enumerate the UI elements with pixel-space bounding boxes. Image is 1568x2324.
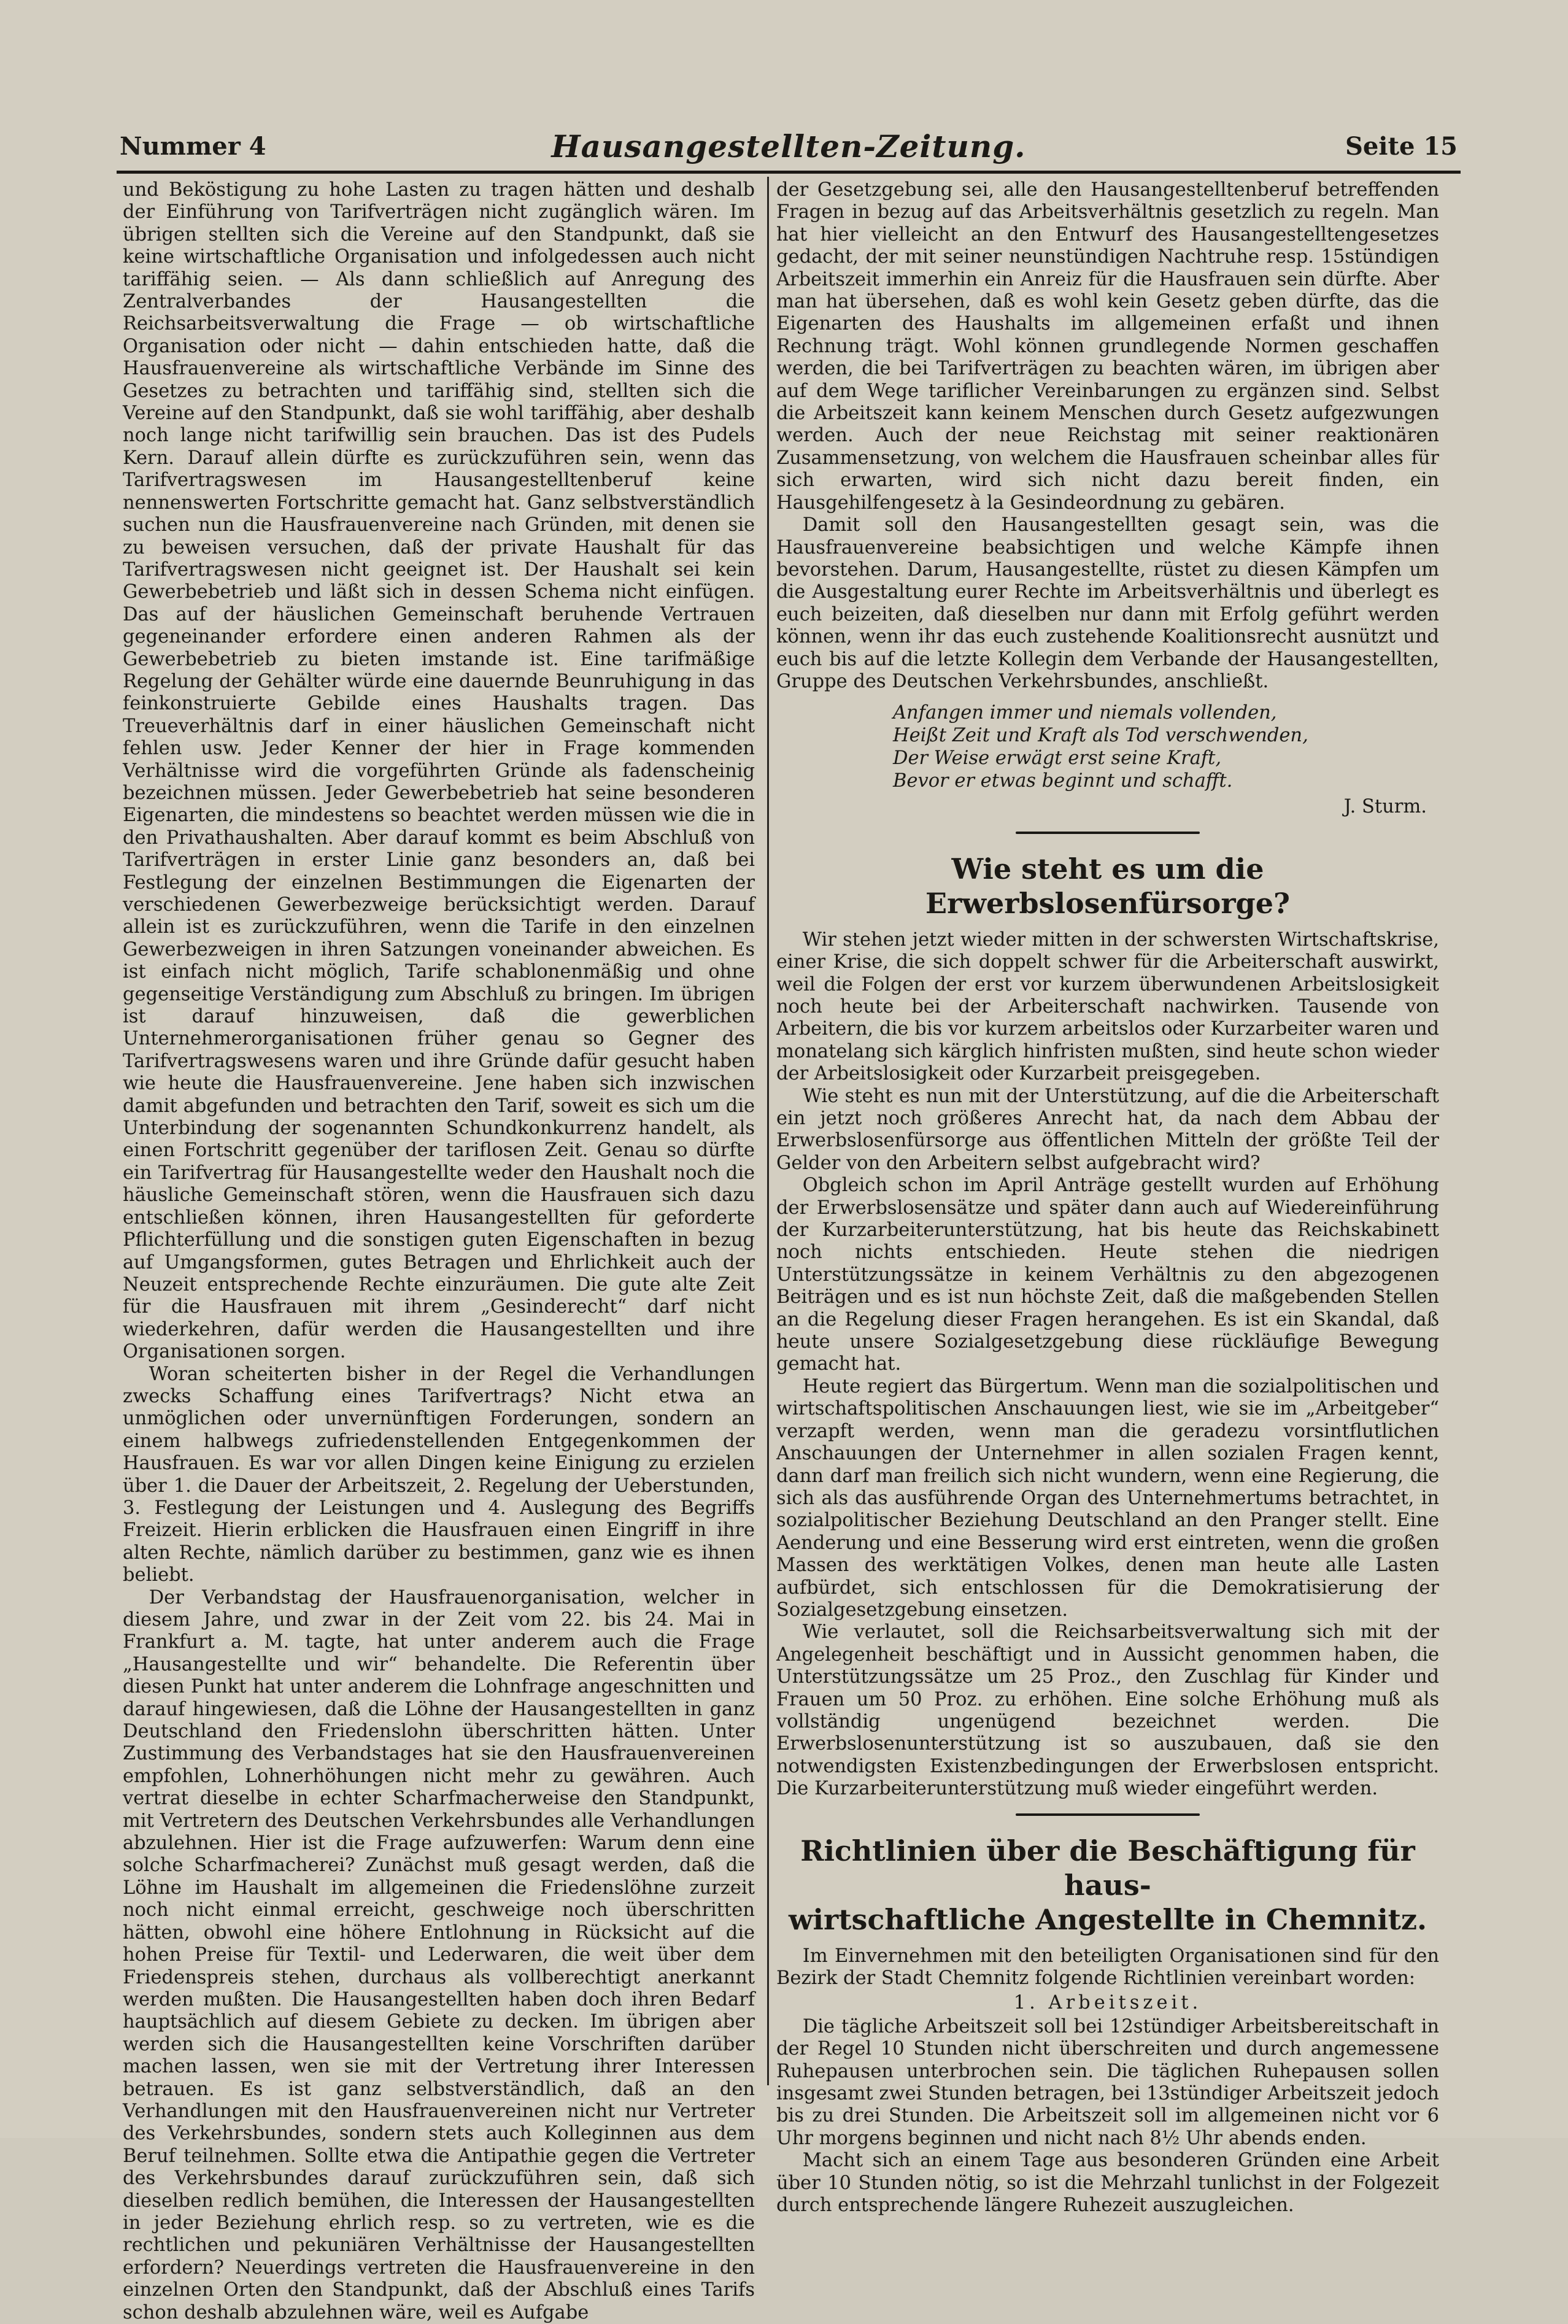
poem-line: Heißt Zeit und Kraft als Tod verschwenden,: [893, 725, 1308, 747]
article-paragraph: Wie verlautet, soll die Reichsarbeitsverwaltung sich mit der Angelegenheit beschäftigt und in Aussicht genommen haben, die Unterstützungssätze um 25 Proz., den Zuschlag für Kinder und Frauen um 50 Proz. zu erhöhen. Eine solche Erhöhung muß als vollständig ungenügend bezeichnet werden. Die Erwerbslosenunterstützung ist so auszubauen, daß sie den notwendigsten Existenzbedingungen der Erwerbslosen entspricht. Die Kurzarbeiterunterstützung muß wieder eingeführt werden.: [776, 1621, 1439, 1800]
article-paragraph: Obgleich schon im April Anträge gestellt wurden auf Erhöhung der Erwerbslosensätze und später dann auch auf Wiedereinführung der Kurzarbeiterunterstützung, hat bis heute das Reichskabinett noch nichts entschieden. Heute stehen die niedrigen Unterstützungssätze in keinem Verhältnis zu den abgezogenen Beiträgen und es ist nun höchste Zeit, daß die maßgebenden Stellen an die Regelung dieser Fragen herangehen. Es ist ein Skandal, daß heute unsere Sozialgesetzgebung diese rückläufige Bewegung gemacht hat.: [776, 1175, 1439, 1375]
article-heading: [776, 1834, 1439, 1937]
right-column: [776, 179, 1439, 2217]
left-column: [123, 179, 755, 2323]
article-paragraph: Wir stehen jetzt wieder mitten in der schwersten Wirtschaftskrise, einer Krise, die sich doppelt schwer für die Arbeiterschaft auswirkt, weil die Folgen der erst vor kurzem überwundenen Arbeitslosigkeit noch heute bei der Arbeiterschaft nachwirken. Tausende von Arbeitern, die bis vor kurzem arbeitslos oder Kurzarbeiter waren und monatelang sich kärglich hinfristen mußten, sind heute schon wieder der Arbeitslosigkeit oder Kurzarbeit preisgegeben.: [776, 928, 1439, 1085]
article-paragraph: Macht sich an einem Tage aus besonderen Gründen eine Arbeit über 10 Stunden nötig, so ist die Mehrzahl tunlichst in der Folgezeit durch entsprechende längere Ruhezeit auszugleichen.: [776, 2150, 1439, 2217]
article-intro: Im Einvernehmen mit den beteiligten Organisationen sind für den Bezirk der Stadt Chemnitz folgende Richtlinien vereinbart worden:: [776, 1945, 1439, 1989]
heading-line: wirtschaftliche Angestellte in Chemnitz.: [788, 1902, 1427, 1936]
left-paragraph: Woran scheiterten bisher in der Regel die Verhandlungen zwecks Schaffung eines Tarifvertrags? Nicht etwa an unmöglichen oder unvernünftigen Forderungen, sondern an einem halbwegs zufriedenstellenden Entgegenkommen der Hausfrauen. Es war vor allen Dingen keine Einigung zu erzielen über 1. die Dauer der Arbeitszeit, 2. Regelung der Ueberstunden, 3. Festlegung der Leistungen und 4. Auslegung des Begriffs Freizeit. Hierin erblicken die Hausfrauen einen Eingriff in ihre alten Rechte, nämlich darüber zu bestimmen, ganz wie es ihnen beliebt.: [123, 1363, 755, 1586]
poem: [893, 701, 1439, 792]
poem-line: Anfangen immer und niemals vollenden,: [893, 702, 1277, 724]
article-paragraph: Die tägliche Arbeitszeit soll bei 12stündiger Arbeitsbereitschaft in der Regel 10 Stunden nicht überschreiten und durch angemessene Ruhepausen unterbrochen sein. Die täglichen Ruhepausen sollen insgesamt zwei Stunden betragen, bei 13stündiger Arbeitszeit jedoch bis zu drei Stunden. Die Arbeitszeit soll im allgemeinen nicht vor 6 Uhr morgens beginnen und nicht nach 8½ Uhr abends enden.: [776, 2015, 1439, 2149]
issue-number: Nummer 4: [120, 132, 266, 161]
page-number: Seite 15: [1345, 132, 1458, 161]
page-header: [120, 128, 1458, 175]
heading-line: Richtlinien über die Beschäftigung für haus-: [800, 1834, 1415, 1902]
section-heading: 1. Arbeitszeit.: [1013, 1992, 1202, 2014]
author-signature: J. Sturm.: [1343, 796, 1427, 818]
newspaper-title: Hausangestellten-Zeitung.: [551, 128, 1026, 164]
article-heading: Wie steht es um die Erwerbslosenfürsorge?: [925, 852, 1290, 920]
article-paragraph: Wie steht es nun mit der Unterstützung, auf die die Arbeiterschaft ein jetzt noch größeres Anrecht hat, da nach dem Abbau der Erwerbslosenfürsorge aus öffentlichen Mitteln der größte Teil der Gelder von den Arbeitern selbst aufgebracht wird?: [776, 1085, 1439, 1174]
ornament-divider: [1016, 827, 1200, 838]
poem-line: Bevor er etwas beginnt und schafft.: [893, 770, 1233, 792]
right-paragraph: der Gesetzgebung sei, alle den Hausangestelltenberuf betreffenden Fragen in bezug auf das Arbeitsverhältnis gesetzlich zu regeln. Man hat hier vielleicht an den Entwurf des Hausangestelltengesetzes gedacht, der mit seiner neunstündigen Nachtruhe resp. 15stündigen Arbeitszeit immerhin ein Anreiz für die Hausfrauen sein dürfte. Aber man hat übersehen, daß es wohl kein Gesetz geben dürfte, das die Eigenarten des Haushalts im allgemeinen erfaßt und ihnen Rechnung trägt. Wohl können grundlegende Normen geschaffen werden, die bei Tarifverträgen zu beachten wären, im übrigen aber auf dem Wege tariflicher Vereinbarungen zu ergänzen sind. Selbst die Arbeitszeit kann keinem Menschen durch Gesetz aufgezwungen werden. Auch der neue Reichstag mit seiner reaktionären Zusammensetzung, von welchem die Hausfrauen scheinbar alles für sich erwarten, wird sich nicht dazu bereit finden, ein Hausgehilfengesetz à la Gesindeordnung zu gebären.: [776, 179, 1439, 514]
header-rule: [117, 171, 1461, 174]
poem-line: Der Weise erwägt erst seine Kraft,: [893, 747, 1222, 770]
article-paragraph: Heute regiert das Bürgertum. Wenn man die sozialpolitischen und wirtschaftspolitischen Anschauungen liest, wie sie im „Arbeitgeber“ verzapft werden, wenn man die geradezu vorsintflutlichen Anschauungen der Unternehmer in allen sozialen Fragen kennt, dann darf man freilich sich nicht wundern, wenn eine Regierung, die sich als das ausführende Organ des Unternehmertums betrachtet, in sozialpolitischer Beziehung Deutschland an den Pranger stellt. Eine Aenderung und eine Besserung wird erst eintreten, wenn die großen Massen des werktätigen Volkes, denen man heute alle Lasten aufbürdet, sich entschlossen für die Demokratisierung der Sozialgesetzgebung einsetzen.: [776, 1375, 1439, 1621]
left-paragraph: und Beköstigung zu hohe Lasten zu tragen hätten und deshalb der Einführung von Tarifverträgen nicht zugänglich wären. Im übrigen stellten sich die Vereine auf den Standpunkt, daß sie keine wirtschaftliche Organisation und infolgedessen auch nicht tariffähig seien. — Als dann schließlich auf Anregung des Zentralverbandes der Hausangestellten die Reichsarbeitsverwaltung die Frage — ob wirtschaftliche Organisation oder nicht — dahin entschieden hatte, daß die Hausfrauenvereine als wirtschaftliche Verbände im Sinne des Gesetzes zu betrachten und tariffähig sind, stellten sich die Vereine auf den Standpunkt, daß sie wohl tariffähig, aber deshalb noch lange nicht tarifwillig sein brauchen. Das ist des Pudels Kern. Darauf allein dürfte es zurückzuführen sein, wenn das Tarifvertragswesen im Hausangestelltenberuf keine nennenswerten Fortschritte gemacht hat. Ganz selbstverständlich suchen nun die Hausfrauenvereine nach Gründen, mit denen sie zu beweisen versuchen, daß der private Haushalt für das Tarifvertragswesen nicht geeignet ist. Der Haushalt sei kein Gewerbebetrieb und läßt sich in dessen Schema nicht einfügen. Das auf der häuslichen Gemeinschaft beruhende Vertrauen gegeneinander erfordere einen anderen Rahmen als der Gewerbebetrieb zu bieten imstande ist. Eine tarifmäßige Regelung der Gehälter würde eine dauernde Beunruhigung in das feinkonstruierte Gebilde eines Haushalts tragen. Das Treueverhältnis darf in einer häuslichen Gemeinschaft nicht fehlen usw. Jeder Kenner der hier in Frage kommenden Verhältnisse wird die vorgeführten Gründe als fadenscheinig bezeichnen müssen. Jeder Gewerbebetrieb hat seine besonderen Eigenarten, die mindestens so beachtet werden müssen wie die in den Privathaushalten. Aber darauf kommt es beim Abschluß von Tarifverträgen in erster Linie ganz besonders an, daß bei Festlegung der einzelnen Bestimmungen die Eigenarten der verschiedenen Gewerbezweige berücksichtigt werden. Darauf allein ist es zurückzuführen, wenn die Tarife in den einzelnen Gewerbezweigen in ihren Satzungen voneinander abweichen. Es ist einfach nicht möglich, Tarife schablonenmäßig und ohne gegenseitige Verständigung zum Abschluß zu bringen. Im übrigen ist darauf hinzuweisen, daß die gewerblichen Unternehmerorganisationen früher genau so Gegner des Tarifvertragswesens waren und ihre Gründe dafür gesucht haben wie heute die Hausfrauenvereine. Jene haben sich inzwischen damit abgefunden und betrachten den Tarif, soweit es sich um die Unterbindung der sogenannten Schundkonkurrenz handelt, als einen Fortschritt gegenüber der tariflosen Zeit. Genau so dürfte ein Tarifvertrag für Hausangestellte weder den Haushalt noch die häusliche Gemeinschaft stören, wenn die Hausfrauen sich dazu entschließen können, ihren Hausangestellten für geforderte Pflichterfüllung und die sonstigen guten Eigenschaften in bezug auf Umgangsformen, gutes Betragen und Ehrlichkeit auch der Neuzeit entsprechende Rechte einzuräumen. Die gute alte Zeit für die Hausfrauen mit ihrem „Gesinderecht“ darf nicht wiederkehren, dafür werden die Hausangestellten und ihre Organisationen sorgen.: [123, 179, 755, 1363]
column-divider: [767, 177, 769, 2085]
ornament-divider: [1016, 1809, 1200, 1820]
left-paragraph: Der Verbandstag der Hausfrauenorganisation, welcher in diesem Jahre, und zwar in der Zeit vom 22. bis 24. Mai in Frankfurt a. M. tagte, hat unter anderem auch die Frage „Hausangestellte und wir“ behandelte. Die Referentin über diesen Punkt hat unter anderem die Lohnfrage angeschnitten und darauf hingewiesen, daß die Löhne der Hausangestellten in ganz Deutschland den Friedenslohn überschritten hätten. Unter Zustimmung des Verbandstages hat sie den Hausfrauenvereinen empfohlen, Lohnerhöhungen nicht mehr zu gewähren. Auch vertrat dieselbe in echter Scharfmacherweise den Standpunkt, mit Vertretern des Deutschen Verkehrsbundes alle Verhandlungen abzulehnen. Hier ist die Frage aufzuwerfen: Warum denn eine solche Scharfmacherei? Zunächst muß gesagt werden, daß die Löhne im Haushalt im allgemeinen die Friedenslöhne zurzeit noch nicht einmal erreicht, geschweige noch überschritten hätten, obwohl eine höhere Entlohnung in Rücksicht auf die hohen Preise für Textil- und Lederwaren, die weit über dem Friedenspreis stehen, durchaus als vollberechtigt anerkannt werden mußten. Die Hausangestellten haben doch ihren Bedarf hauptsächlich auf diesem Gebiete zu decken. Im übrigen aber werden sich die Hausangestellten keine Vorschriften darüber machen lassen, wen sie mit der Vertretung ihrer Interessen betrauen. Es ist ganz selbstverständlich, daß an den Verhandlungen mit den Hausfrauenvereinen nicht nur Vertreter des Verkehrsbundes, sondern stets auch Kolleginnen aus dem Beruf teilnehmen. Sollte etwa die Antipathie gegen die Vertreter des Verkehrsbundes darauf zurückzuführen sein, daß sich dieselben redlich bemühen, die Interessen der Hausangestellten in jeder Beziehung ehrlich resp. so zu vertreten, wie es die rechtlichen und pekuniären Verhältnisse der Hausangestellten erfordern? Neuerdings vertreten die Hausfrauenvereine in den einzelnen Orten den Standpunkt, daß der Abschluß eines Tarifs schon deshalb abzulehnen wäre, weil es Aufgabe: [123, 1586, 755, 2323]
right-paragraph: Damit soll den Hausangestellten gesagt sein, was die Hausfrauenvereine beabsichtigen und welche Kämpfe ihnen bevorstehen. Darum, Hausangestellte, rüstet zu diesen Kämpfen um die Ausgestaltung eurer Rechte im Arbeitsverhältnis und überlegt es euch beizeiten, daß dieselben nur dann mit Erfolg geführt werden können, wenn ihr das euch zustehende Koalitionsrecht ausnützt und euch bis auf die letzte Kollegin dem Verbande der Hausangestellten, Gruppe des Deutschen Verkehrsbundes, anschließt.: [776, 514, 1439, 692]
